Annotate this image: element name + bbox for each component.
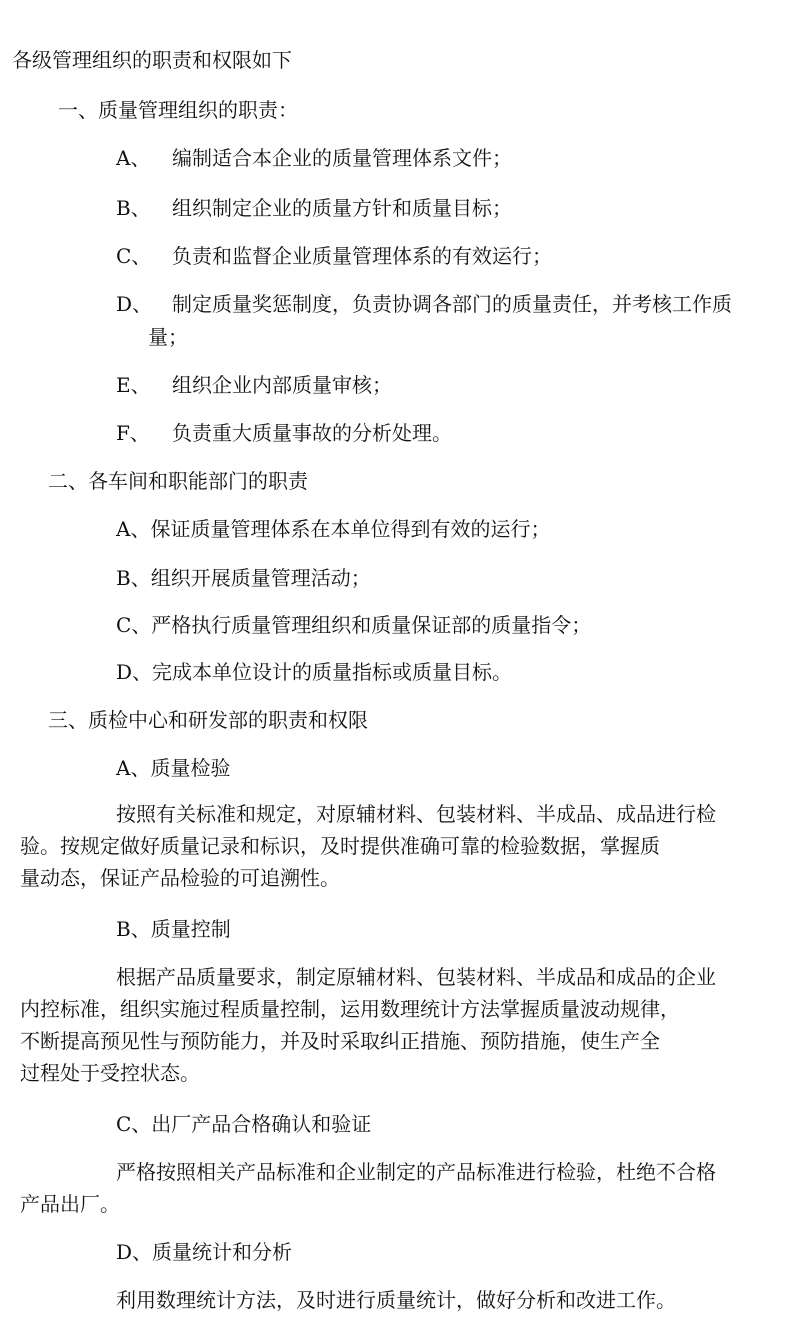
subsection-body-d: 利用数理统计方法，及时进行质量统计，做好分析和改进工作。: [116, 1288, 676, 1312]
item-text: 负责重大质量事故的分析处理。: [172, 421, 452, 445]
section1-heading: 一、质量管理组织的职责：: [58, 98, 298, 122]
item-letter: D、: [116, 292, 153, 316]
section1-item-b: [116, 192, 512, 224]
item-letter: B、: [116, 196, 151, 220]
body-line: 根据产品质量要求，制定原辅材料、包装材料、半成品和成品的企业: [116, 965, 716, 989]
subsection-title-c: C、出厂产品合格确认和验证: [116, 1112, 372, 1136]
body-line: 产品出厂。: [20, 1192, 120, 1216]
section2-item-a: A、保证质量管理体系在本单位得到有效的运行；: [116, 517, 551, 541]
body-line: 验。按规定做好质量记录和标识，及时提供准确可靠的检验数据，掌握质: [20, 834, 660, 858]
item-text: 编制适合本企业的质量管理体系文件；: [172, 146, 512, 170]
document-title: 各级管理组织的职责和权限如下: [12, 48, 292, 72]
item-text: 负责和监督企业质量管理体系的有效运行；: [172, 244, 552, 268]
body-line: 严格按照相关产品标准和企业制定的产品标准进行检验，杜绝不合格: [116, 1160, 716, 1184]
item-letter: C、: [116, 244, 152, 268]
item-text: 组织制定企业的质量方针和质量目标；: [172, 196, 512, 220]
body-line: 内控标准，组织实施过程质量控制，运用数理统计方法掌握质量波动规律，: [20, 997, 680, 1021]
item-letter: A、: [116, 146, 151, 170]
subsection-title-a: A、质量检验: [116, 756, 231, 780]
section1-item-a: [116, 142, 512, 174]
subsection-body-a: [20, 798, 786, 894]
item-letter: E、: [116, 373, 151, 397]
item-text: 组织企业内部质量审核；: [172, 373, 392, 397]
section1-item-f: [116, 417, 452, 449]
subsection-title-b: B、质量控制: [116, 917, 231, 941]
item-letter: F、: [116, 421, 150, 445]
section2-item-b: B、组织开展质量管理活动；: [116, 566, 371, 590]
section1-item-c: [116, 240, 552, 272]
body-line: 过程处于受控状态。: [20, 1061, 200, 1085]
section1-item-d-continuation: 量；: [148, 325, 188, 349]
section3-heading: 三、质检中心和研发部的职责和权限: [48, 708, 368, 732]
section1-item-e: [116, 369, 392, 401]
item-text: 制定质量奖惩制度，负责协调各部门的质量责任，并考核工作质: [172, 292, 732, 316]
section2-item-d: D、完成本单位设计的质量指标或质量目标。: [116, 660, 513, 684]
section1-item-d: [116, 288, 732, 320]
subsection-body-b: [20, 961, 786, 1089]
body-line: 按照有关标准和规定，对原辅材料、包装材料、半成品、成品进行检: [116, 802, 716, 826]
body-line: 不断提高预见性与预防能力，并及时采取纠正措施、预防措施，使生产全: [20, 1029, 660, 1053]
subsection-body-c: [20, 1156, 786, 1220]
subsection-title-d: D、质量统计和分析: [116, 1240, 293, 1264]
body-line: 量动态，保证产品检验的可追溯性。: [20, 866, 340, 890]
section2-item-c: C、严格执行质量管理组织和质量保证部的质量指令；: [116, 613, 592, 637]
section2-heading: 二、各车间和职能部门的职责: [48, 469, 308, 493]
